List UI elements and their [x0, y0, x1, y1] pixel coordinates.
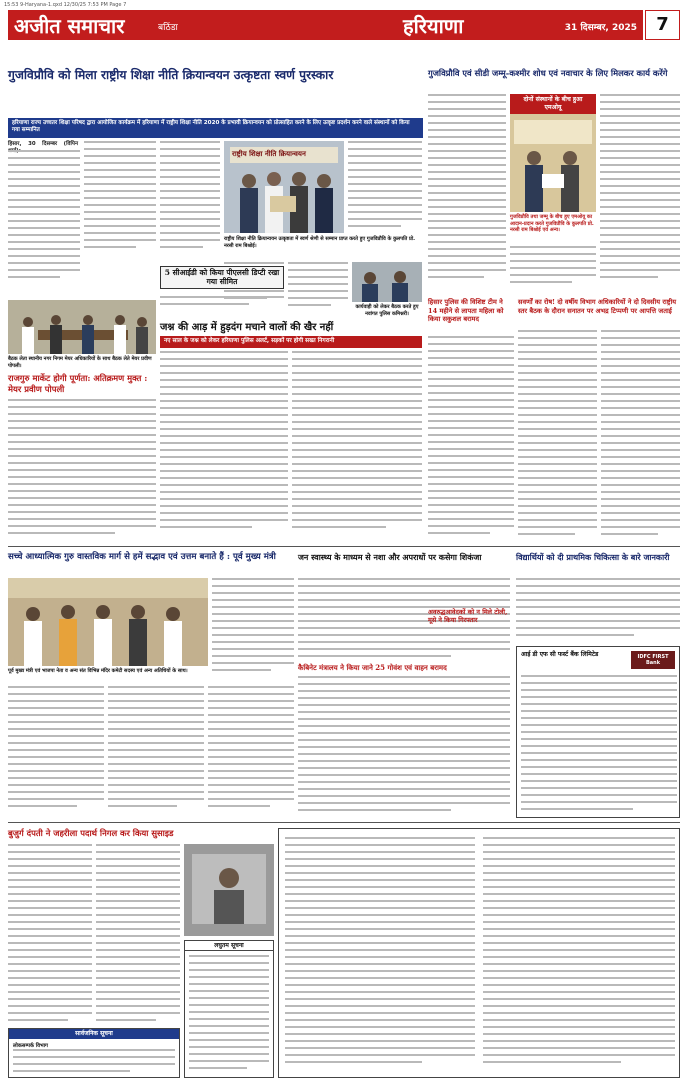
center-box-body	[160, 296, 284, 308]
bank-ad-brand: IDFC FIRST Bank	[631, 651, 675, 669]
hitar-headline: हिसार पुलिस की विशिष्ट टीम ने 14 महीने से लापता महिला को किया सकुशल बरामद	[428, 298, 504, 323]
right-top-col-2	[510, 246, 596, 290]
section-band	[203, 10, 643, 40]
court-headline: अवरुद्धआवेदकों को न मिले टोली, मूसे ने किया गिरफ्तार	[428, 608, 508, 625]
mou-photo	[510, 114, 596, 212]
large-notice-col-2	[483, 837, 675, 1073]
right-top-headline: गुजविप्रौवि एवं सीडी जम्मू-कश्मीर शोध एवं नवाचार के लिए मिलकर कार्य करेंगे	[428, 68, 668, 78]
elderly-photo	[184, 844, 274, 936]
edition-city: बठिंडा	[158, 23, 178, 33]
divider-mid	[8, 546, 680, 547]
sacred-headline: सवर्णों का रोष! दो वर्षीय विभाग अधिकारियों ने दो दिवसीय राष्ट्रीय स्तर बैठक के दौरान सनातन पर अभद्र टिप्पणी पर आपत्ति जताई	[518, 298, 677, 315]
mou-photo-caption: गुजविप्रौवि तथा जम्मू के बीच हुए एमओयू का आदान-प्रदान करते गुजविप्रौवि के कुलपति प्रो. नरसी राम बिश्नोई एवं अन्य।	[510, 214, 594, 233]
right-top-col-3	[600, 94, 680, 290]
issue-date: 31 दिसम्बर, 2025	[564, 23, 637, 33]
mayor-body	[8, 399, 156, 539]
sacred-body-col-1	[518, 330, 597, 542]
page-number: 7	[645, 10, 680, 40]
crime-body-col-1	[160, 351, 288, 533]
elderly-headline: बुजुर्ग दंपती ने जहरीला पदार्थ निगल कर किया सुसाइड	[8, 828, 174, 838]
students-headline: विद्यार्थियों को दी प्राथमिक चिकित्सा के बारे जानकारी	[516, 552, 670, 562]
section-title: हरियाणा	[403, 14, 464, 38]
police-photo-illustration	[352, 262, 422, 302]
mayor-photo	[8, 300, 156, 354]
mayor-headline: राजगुरु मार्केट होगी पूर्णता: अतिक्रमण मुक्त : मेयर प्रवीण पोपली	[8, 373, 148, 394]
elderly-body-col-2	[96, 844, 180, 1024]
jan-subhead: कैबिनेट मंत्रालय ने किया जाने 25 गोवंश एवं वाहन बरामद	[298, 663, 447, 672]
center-box-headline: 5 सीआईडी को किया पीएलसी डिप्टी रखा गया सीमित	[160, 266, 284, 289]
notice-ad	[8, 1028, 180, 1078]
notice-ad-subtitle: लोकसम्पर्क विभाग	[13, 1043, 48, 1049]
notice-ad-body	[13, 1049, 175, 1077]
large-notice-col-1	[285, 837, 475, 1073]
lead-dateline: हिसार, 30 दिसम्बर (विपिन	[8, 141, 78, 147]
lead-photo-banner: राष्ट्रीय शिक्षा नीति क्रियान्वयन	[232, 150, 306, 158]
lead-body-col-1	[8, 150, 80, 290]
crime-body-col-2	[292, 351, 422, 533]
bank-ad-title: आई डी एफ सी फर्स्ट बैंक लिमिटेड	[521, 651, 599, 658]
mou-photo-illustration	[510, 114, 596, 212]
center-col-right	[288, 262, 348, 314]
police-photo-caption: कार्यवाही को लेकर बैठक करते हुए नवांगत पुलिस कमिश्नरी।	[355, 304, 419, 317]
bank-ad	[516, 646, 680, 818]
crime-deck: नए साल के जश्न को लेकर हरियाणा पुलिस अलर्ट, सड़कों पर होगी सख्त निगरानी	[160, 336, 422, 348]
police-photo	[352, 262, 422, 302]
mayor-photo-caption: बैठक लेता स्थानीय नगर निगम मेयर अधिकारियों के साथ बैठक लेते मेयर प्रवीण पोपली।	[8, 356, 152, 369]
slug-line: 15:53 9-Haryana-1.qxd 12/30/25 7:53 PM Page 7	[4, 2, 127, 8]
lead-deck: हरियाणा राज्य उच्चतर शिक्षा परिषद द्वारा आयोजित कार्यक्रम में हरियाणा में राष्ट्रीय शिक्षा नीति 2020 के प्रभावी क्रियान्वयन को प्रोत्साहित करने के लिए उत्कृष्ट प्रदर्शन करने वाले संस्थानों को किया गया सम्मानित	[8, 118, 423, 138]
bhakti-body-col-1	[212, 578, 294, 678]
jan-headline: जन स्वास्थ्य के माध्यम से नशा और अपराधों पर कसेगा शिकंजा	[298, 552, 482, 562]
mayor-photo-illustration	[8, 300, 156, 354]
lead-body-col-2	[84, 141, 156, 263]
elderly-body-col-1	[8, 844, 92, 1024]
large-notice-ad	[278, 828, 680, 1078]
notice-ad-title: सार्वजनिक सूचना	[9, 1029, 179, 1039]
lead-photo	[224, 141, 344, 233]
bottom-box-body	[189, 955, 269, 1075]
masthead	[8, 10, 680, 40]
jan-body-2	[298, 676, 510, 816]
lead-body-col-3	[160, 141, 220, 263]
bhakti-body-col-3	[108, 686, 204, 816]
elderly-photo-illustration	[184, 844, 274, 936]
lead-photo-caption: राष्ट्रीय शिक्षा नीति क्रियान्वयन उत्कृष्टता में स्वर्ण श्रेणी से सम्मान प्राप्त करते हुए गुजविप्रौवि के कुलपति प्रो. नरसी राम बिश्नोई।	[224, 236, 416, 249]
newspaper-logo: अजीत समाचार	[14, 14, 125, 38]
lead-headline: गुजविप्रौवि को मिला राष्ट्रीय शिक्षा नीति क्रियान्वयन उत्कृष्टता स्वर्ण पुरस्कार	[8, 68, 334, 82]
bottom-box-title: लघुतम सूचना	[185, 941, 273, 951]
bhakti-body-col-4	[208, 686, 294, 816]
lead-body-col-4	[348, 141, 422, 233]
hitar-body	[428, 336, 514, 542]
bhakti-photo-illustration	[8, 578, 208, 666]
students-body	[516, 578, 680, 642]
bank-ad-body	[521, 675, 677, 815]
crime-headline: जश्न की आड़ में हुड़दंग मचाने वालों की खैर नहीं	[160, 322, 334, 333]
logo-box	[8, 10, 203, 40]
bhakti-photo	[8, 578, 208, 666]
divider-lower	[8, 822, 680, 823]
sacred-body-col-2	[601, 330, 680, 542]
bhakti-body-col-2	[8, 686, 104, 816]
bhakti-headline: सच्चे आध्यात्मिक गुरु वास्तविक मार्ग से हमें सद्भाव एवं उत्तम बनाते हैं : पूर्व मुख्य मंत्री	[8, 552, 276, 562]
bhakti-photo-caption: पूर्व मुख्य मंत्री एवं भाजपा नेता व अन्य संत विभिन्न मंदिर कमेटी सदस्य एवं अन्य अतिथियों के साथ।	[8, 668, 188, 674]
right-top-col-1	[428, 94, 506, 290]
bottom-box	[184, 940, 274, 1078]
right-top-photo-banner: दोनों संस्थानों के बीच हुआ एमओयू	[510, 94, 596, 114]
